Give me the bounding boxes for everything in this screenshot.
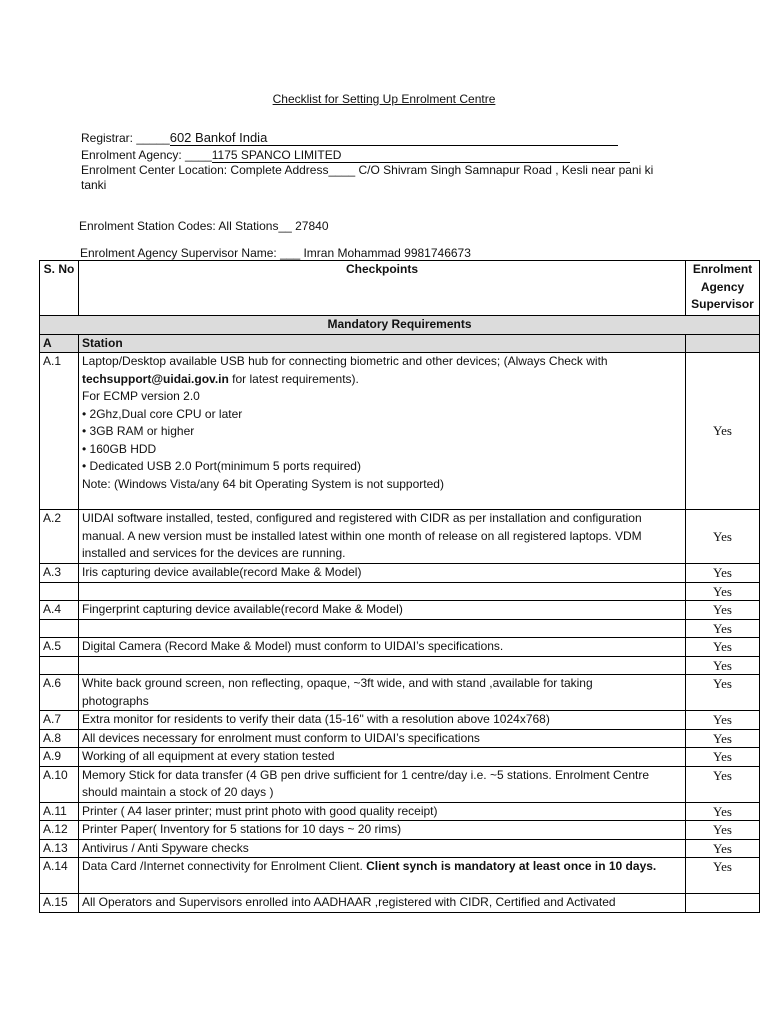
checkpoint-line: • 3GB RAM or higher bbox=[82, 424, 195, 438]
row-sno: A.1 bbox=[40, 353, 79, 510]
row-checkpoint bbox=[79, 675, 686, 711]
row-checkpoint: Printer ( A4 laser printer; must print photo with good quality receipt) bbox=[79, 802, 686, 821]
row-answer: Yes bbox=[686, 675, 760, 711]
row-checkpoint-empty bbox=[79, 582, 686, 601]
row-checkpoint: Antivirus / Anti Spyware checks bbox=[79, 839, 686, 858]
row-sno: A.15 bbox=[40, 894, 79, 913]
header-sno: S. No bbox=[40, 261, 79, 316]
row-answer: Yes bbox=[686, 619, 760, 638]
checkpoint-line: Memory Stick for data transfer (4 GB pen drive sufficient for 1 centre/day i.e. ~5 stations. Enrolment Centre bbox=[82, 767, 650, 782]
registrar-label: Registrar: _____ bbox=[81, 131, 170, 145]
header-supervisor-3: Supervisor bbox=[691, 297, 754, 311]
row-answer: Yes bbox=[686, 582, 760, 601]
row-sno: A.4 bbox=[40, 601, 79, 620]
row-answer: Yes bbox=[686, 802, 760, 821]
checkpoint-line: Note: (Windows Vista/any 64 bit Operating System is not supported) bbox=[82, 476, 444, 491]
row-answer: Yes bbox=[686, 510, 760, 564]
header-supervisor-2: Agency bbox=[700, 279, 745, 294]
checkpoint-line: • 160GB HDD bbox=[82, 441, 157, 456]
row-sno-empty bbox=[40, 656, 79, 675]
row-sno: A.9 bbox=[40, 748, 79, 767]
table-row bbox=[40, 858, 760, 894]
row-checkpoint-empty bbox=[79, 656, 686, 675]
table-row bbox=[40, 802, 760, 821]
table-row bbox=[40, 675, 760, 711]
row-answer: Yes bbox=[686, 638, 760, 657]
row-sno: A.5 bbox=[40, 638, 79, 657]
row-sno: A.2 bbox=[40, 510, 79, 564]
row-checkpoint: Fingerprint capturing device available(record Make & Model) bbox=[79, 601, 686, 620]
table-row bbox=[40, 766, 760, 802]
checkpoint-line: manual. A new version must be installed latest within one month of release on all registered laptops. VDM bbox=[82, 528, 642, 543]
row-answer: Yes bbox=[686, 766, 760, 802]
section-mandatory: Mandatory Requirements bbox=[40, 316, 760, 335]
row-answer: Yes bbox=[686, 656, 760, 675]
checkpoint-line: photographs bbox=[82, 693, 149, 708]
table-row bbox=[40, 564, 760, 583]
header-supervisor-1: Enrolment bbox=[692, 262, 753, 276]
row-answer: Yes bbox=[686, 601, 760, 620]
row-checkpoint: Extra monitor for residents to verify their data (15-16" with a resolution above 1024x768) bbox=[79, 711, 686, 730]
row-checkpoint: Printer Paper( Inventory for 5 stations for 10 days ~ 20 rims) bbox=[79, 821, 686, 840]
row-answer: Yes bbox=[686, 564, 760, 583]
table-row bbox=[40, 619, 760, 638]
registrar-value: 602 Bankof India bbox=[170, 130, 618, 146]
row-sno: A.7 bbox=[40, 711, 79, 730]
row-sno: A.14 bbox=[40, 858, 79, 894]
row-sno: A.13 bbox=[40, 839, 79, 858]
agency-label: Enrolment Agency: ____ bbox=[81, 148, 212, 162]
header-checkpoints: Checkpoints bbox=[79, 261, 686, 316]
checkpoint-line: • Dedicated USB 2.0 Port(minimum 5 ports required) bbox=[82, 459, 361, 473]
row-answer: Yes bbox=[686, 821, 760, 840]
row-checkpoint: All devices necessary for enrolment must conform to UIDAI’s specifications bbox=[79, 729, 686, 748]
table-row bbox=[40, 894, 760, 913]
row-sno: A.11 bbox=[40, 802, 79, 821]
row-sno: A.10 bbox=[40, 766, 79, 802]
checkpoint-line: For ECMP version 2.0 bbox=[82, 389, 200, 403]
table-row bbox=[40, 582, 760, 601]
station-codes-line: Enrolment Station Codes: All Stations__ 27840 bbox=[79, 219, 329, 233]
table-row bbox=[40, 638, 760, 657]
row-sno-empty bbox=[40, 619, 79, 638]
agency-value: 1175 SPANCO LIMITED bbox=[212, 148, 630, 163]
supervisor-name-line: Enrolment Agency Supervisor Name: ___ Imran Mohammad 9981746673 bbox=[80, 246, 471, 260]
table-row bbox=[40, 656, 760, 675]
checkpoint-line: for latest requirements). bbox=[228, 371, 359, 386]
page-title: Checklist for Setting Up Enrolment Centre bbox=[272, 92, 496, 106]
location-line: Enrolment Center Location: Complete Address____ C/O Shivram Singh Samnapur Road , Kesli near pani ki bbox=[81, 163, 654, 177]
row-answer-empty bbox=[686, 894, 760, 913]
row-checkpoint bbox=[79, 766, 686, 802]
checkpoint-line: should maintain a stock of 20 days ) bbox=[82, 785, 274, 799]
checkpoint-email: techsupport@uidai.gov.in bbox=[82, 371, 229, 386]
row-checkpoint: Iris capturing device available(record Make & Model) bbox=[79, 564, 686, 583]
row-checkpoint bbox=[79, 353, 686, 510]
row-sno: A.3 bbox=[40, 564, 79, 583]
section-row bbox=[40, 316, 760, 335]
subsection-empty bbox=[686, 334, 760, 353]
row-answer: Yes bbox=[686, 748, 760, 767]
row-checkpoint bbox=[79, 510, 686, 564]
row-sno: A.6 bbox=[40, 675, 79, 711]
checklist-table bbox=[39, 260, 760, 913]
row-checkpoint: All Operators and Supervisors enrolled into AADHAAR ,registered with CIDR, Certified and Activated bbox=[79, 894, 686, 913]
row-answer: Yes bbox=[686, 858, 760, 894]
row-answer: Yes bbox=[686, 711, 760, 730]
registrar-line bbox=[81, 130, 618, 146]
checkpoint-line: White back ground screen, non reflecting, opaque, ~3ft wide, and with stand ,available for taking bbox=[82, 676, 593, 690]
row-checkpoint: Digital Camera (Record Make & Model) must conform to UIDAI’s specifications. bbox=[79, 638, 686, 657]
table-row bbox=[40, 821, 760, 840]
table-row bbox=[40, 748, 760, 767]
table-header-row bbox=[40, 261, 760, 316]
table-row bbox=[40, 711, 760, 730]
row-answer: Yes bbox=[686, 839, 760, 858]
row-answer: Yes bbox=[686, 353, 760, 510]
table-row bbox=[40, 510, 760, 564]
header-supervisor bbox=[686, 261, 760, 316]
row-answer: Yes bbox=[686, 729, 760, 748]
row-sno: A.12 bbox=[40, 821, 79, 840]
subsection-code: A bbox=[40, 334, 79, 353]
row-checkpoint-empty bbox=[79, 619, 686, 638]
checkpoint-bold: Client synch is mandatory at least once in 10 days. bbox=[366, 859, 657, 873]
subsection-label: Station bbox=[79, 334, 686, 353]
subsection-row bbox=[40, 334, 760, 353]
row-sno: A.8 bbox=[40, 729, 79, 748]
row-checkpoint bbox=[79, 858, 686, 894]
table-row bbox=[40, 729, 760, 748]
checkpoint-line: Laptop/Desktop available USB hub for connecting biometric and other devices; (Always Check with bbox=[82, 354, 608, 368]
location-line-cont: tanki bbox=[81, 178, 107, 192]
table-row bbox=[40, 601, 760, 620]
row-sno-empty bbox=[40, 582, 79, 601]
checkpoint-line: installed and services for the devices are running. bbox=[82, 546, 346, 560]
checkpoint-line: • 2Ghz,Dual core CPU or later bbox=[82, 406, 243, 421]
checkpoint-line: UIDAI software installed, tested, configured and registered with CIDR as per installation and configuration bbox=[82, 511, 642, 525]
agency-line bbox=[81, 148, 630, 163]
row-checkpoint: Working of all equipment at every station tested bbox=[79, 748, 686, 767]
checkpoint-line: Data Card /Internet connectivity for Enrolment Client. bbox=[82, 859, 367, 873]
table-row bbox=[40, 839, 760, 858]
table-row bbox=[40, 353, 760, 510]
